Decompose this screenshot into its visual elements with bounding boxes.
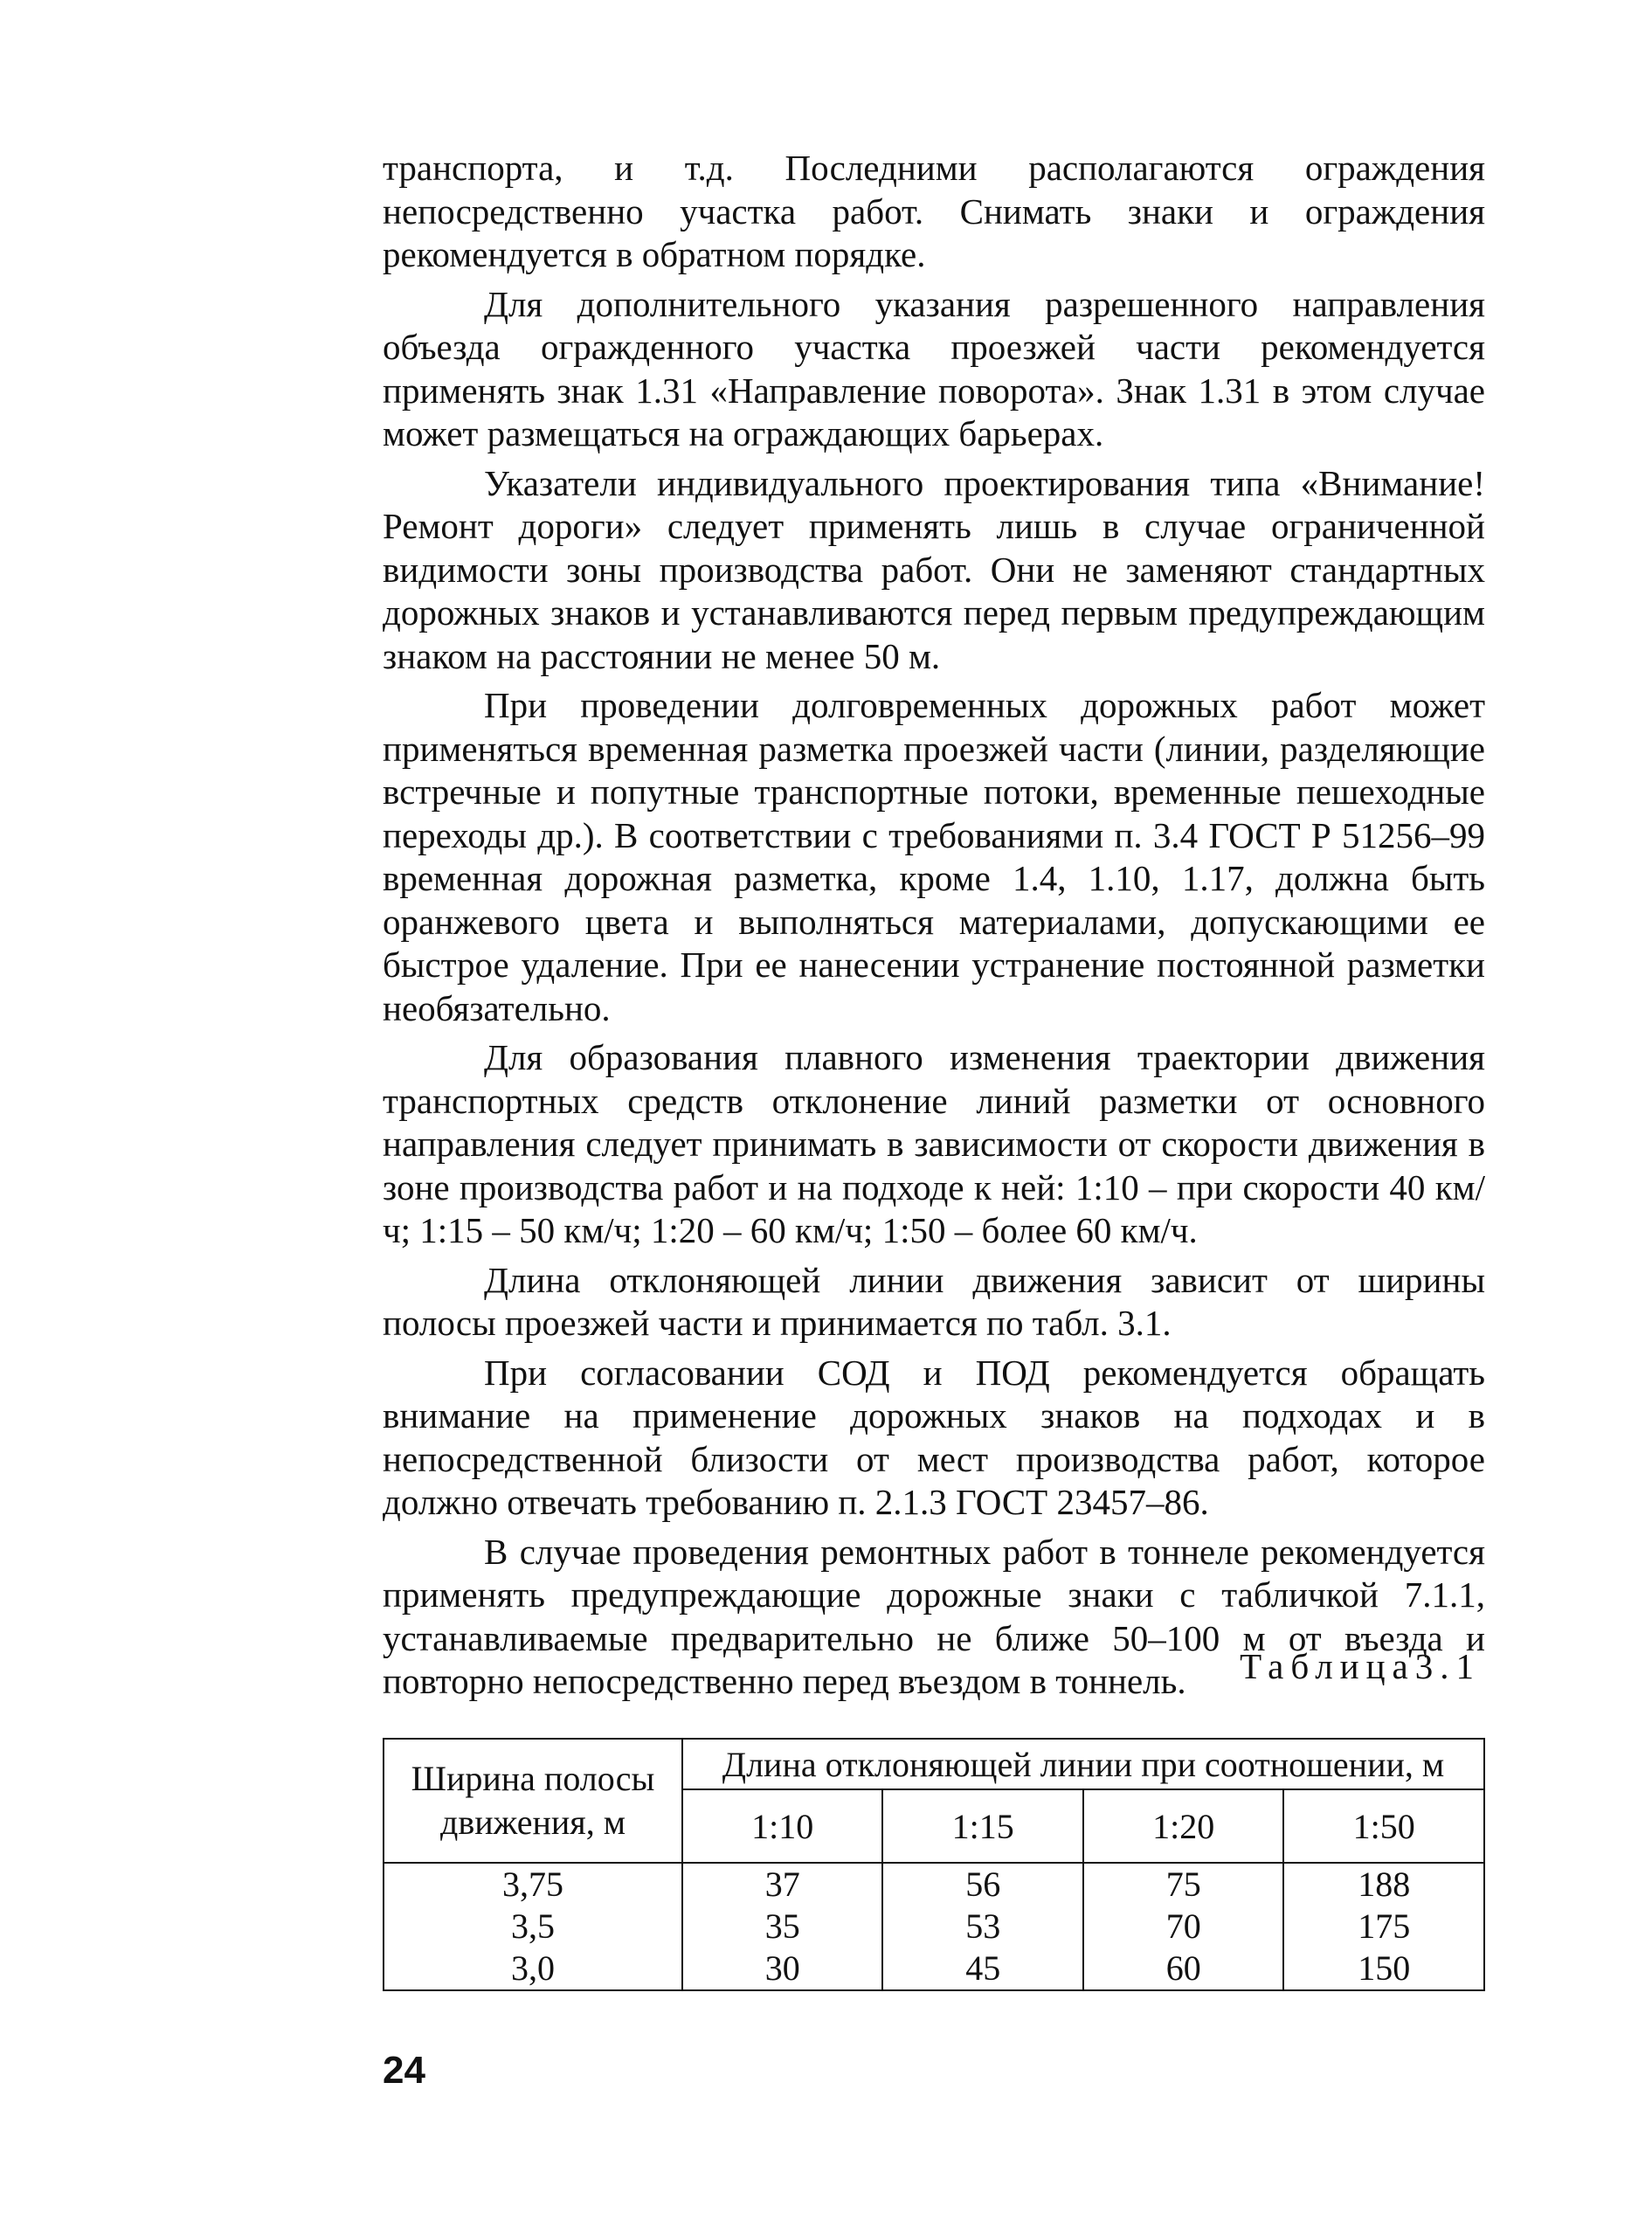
table-cell: 53 <box>965 1906 1001 1946</box>
deviation-length-table <box>383 1738 1485 1991</box>
paragraph: В случае проведения ремонтных работ в тоннеле рекомендуется применять предупреждающие дорожные знаки с табличкой 7.1.1, устанавливаемые предварительно не ближе 50–100 м от въезда и повторно непосредственно перед въездом в тоннель. <box>383 1531 1485 1701</box>
table-caption: Таблица3.1 <box>1240 1646 1481 1686</box>
ratio-1-10-column <box>682 1863 882 1990</box>
ratio-1-15-column <box>882 1863 1082 1990</box>
table-cell: 37 <box>764 1865 800 1904</box>
lane-width-column <box>384 1863 682 1990</box>
table-cell: 56 <box>965 1865 1001 1904</box>
table-cell: 35 <box>764 1906 800 1946</box>
paragraph: Указатели индивидуального проектирования типа «Внимание! Ремонт дороги» следует применять лишь в случае ограниченной видимости зоны производства работ. Они не заменяют стандартных дорожных знаков и устанавливаются перед первым предупреждающим знаком на расстоянии не менее 50 м. <box>383 462 1485 676</box>
ratio-header: 1:50 <box>1283 1789 1484 1863</box>
table-cell: 70 <box>1165 1906 1201 1946</box>
paragraph: транспорта, и т.д. Последними располагаются ограждения непосредственно участка работ. Снимать знаки и ограждения рекомендуется в обратном порядке. <box>383 148 1485 274</box>
table-cell: 30 <box>764 1948 800 1988</box>
table-cell: 3,5 <box>511 1906 555 1946</box>
table-cell: 175 <box>1358 1906 1411 1946</box>
table-cell: 45 <box>965 1948 1001 1988</box>
ratio-header: 1:20 <box>1083 1789 1283 1863</box>
paragraph: При проведении долговременных дорожных работ может применяться временная разметка проезжей части (линии, разделяющие встречные и попутные транспортные потоки, временные пешеходные переходы др.). В соответствии с требованиями п. 3.4 ГОСТ Р 51256–99 временная дорожная разметка, кроме 1.4, 1.10, 1.17, должна быть оранжевого цвета и выполняться материалами, допускающими ее быстрое удаление. При ее нанесении устранение постоянной разметки необязательно. <box>383 685 1485 1028</box>
paragraph: При согласовании СОД и ПОД рекомендуется обращать внимание на применение дорожных знаков на подходах и в непосредственной близости от мест производства работ, которое должно отвечать требованию п. 2.1.3 ГОСТ 23457–86. <box>383 1352 1485 1522</box>
ratio-header: 1:15 <box>882 1789 1082 1863</box>
paragraph: Для дополнительного указания разрешенного направления объезда огражденного участка проезжей части рекомендуется применять знак 1.31 «Направление поворота». Знак 1.31 в этом случае может размещаться на ограждающих барьерах. <box>383 283 1485 453</box>
table-cell: 3,0 <box>511 1948 555 1988</box>
paragraph: Длина отклоняющей линии движения зависит от ширины полосы проезжей части и принимается по табл. 3.1. <box>383 1259 1485 1343</box>
ratio-1-20-column <box>1083 1863 1283 1990</box>
table-cell: 188 <box>1358 1865 1411 1904</box>
table-cell: 60 <box>1165 1948 1201 1988</box>
ratio-header: 1:10 <box>682 1789 882 1863</box>
table-cell: 75 <box>1165 1865 1201 1904</box>
ratio-1-50-column <box>1283 1863 1484 1990</box>
page-number: 24 <box>383 2049 425 2092</box>
table-cell: 3,75 <box>502 1865 563 1904</box>
table-cell: 150 <box>1358 1948 1411 1988</box>
paragraph: Для образования плавного изменения траектории движения транспортных средств отклонение линий разметки от основного направления следует принимать в зависимости от скорости движения в зоне производства работ и на подходе к ней: 1:10 – при скорости 40 км/ч; 1:15 – 50 км/ч; 1:20 – 60 км/ч; 1:50 – более 60 км/ч. <box>383 1037 1485 1250</box>
body-text <box>383 147 1485 1710</box>
lane-width-header: Ширина полосы движения, м <box>384 1739 682 1863</box>
ratio-group-header: Длина отклоняющей линии при соотношении, м <box>682 1739 1484 1789</box>
